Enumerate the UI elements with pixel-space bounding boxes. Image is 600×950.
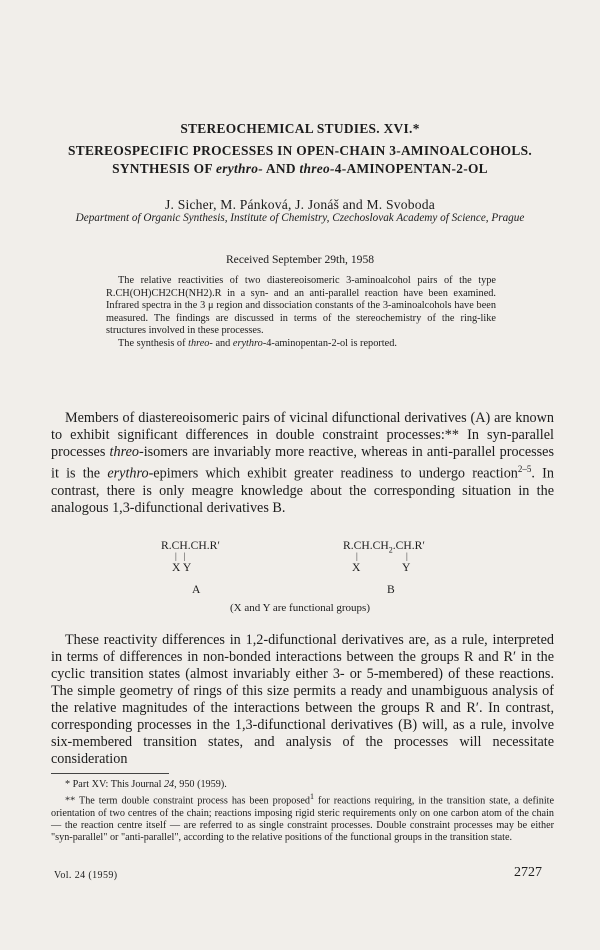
footnotes [51,779,554,844]
formula-b-bond-x: | [356,551,358,561]
footnote-1: * Part XV: This Journal 24, 950 (1959). [65,779,227,790]
authors: J. Sicher, M. Pánková, J. Jonáš and M. Svoboda [165,197,435,212]
affiliation: Department of Organic Synthesis, Institute of Chemistry, Czechoslovak Academy of Science, Prague [75,212,525,224]
formula-caption: (X and Y are functional groups) [230,602,370,614]
body-paragraph-2: These reactivity differences in 1,2-difunctional derivatives are, as a rule, interpreted in terms of differences in non-bonded interactions between the groups R and R′ in the cyclic transition states (almost invariably either 3- or 5-membered) of these reactions. The simple geometry of rings of this size permits a ready and unambiguous analysis of the relative magnitudes of the interactions between the groups R and R′. In contrast, corresponding processes in the 1,3-difunctional derivatives (B) will, as a rule, involve six-membered transition states, and analysis of the processes will necessitate consideration [51,632,554,767]
formula-a-label: A [192,583,201,596]
subtitle: SYNTHESIS OF erythro- AND threo-4-AMINOPENTAN-2-OL [112,161,488,176]
body-paragraph-1: Members of diastereoisomeric pairs of vicinal difunctional derivatives (A) are known to exhibit significant differences in double constraint processes:** In syn-parallel processes threo-isomers are invariably more reactive, whereas in anti-parallel processes it is the erythro-epimers which exhibit greater readiness to undergo reaction$^{2-5}$. In contrast, there is only meagre knowledge about the corresponding situation in the analogous 1,3-difunctional derivatives B. [51,410,554,516]
page-number: 2727 [514,865,542,880]
abstract [106,275,496,351]
received-date: Received September 29th, 1958 [225,253,375,266]
formula-b-y: Y [402,561,411,574]
journal-volume: Vol. 24 (1959) [54,870,118,881]
main-title: STEREOSPECIFIC PROCESSES IN OPEN-CHAIN 3-AMINOALCOHOLS. [67,143,533,158]
formula-b-x: X [352,561,361,574]
formula-b-bond-y: | [406,551,408,561]
formula-b-chain: $R.CH.CH_2.CH.R'$ [343,539,425,555]
abstract-paragraph-1: The relative reactivities of two diastereoisomeric 3-aminoalcohol pairs of the type R.CH(OH)CH2CH(NH2).R in a syn- and an anti-parallel reaction have been examined. Infrared spectra in the 3 μ region and dissociation constants of the 3-aminoalcohols have been measured. The findings are discussed in terms of the stereochemistry of the ring-like structures involved in these processes. [106,275,496,337]
formula-a-groups: X Y [172,561,192,574]
formula-a-bonds: | | [175,551,186,561]
formula-b-label: B [387,583,395,596]
formula-a-chain: R.CH.CH.R′ [161,539,220,552]
abstract-paragraph-2: The synthesis of threo- and erythro-4-aminopentan-2-ol is reported. [118,337,397,349]
footnote-rule [51,773,169,774]
footnote-2: ** The term double constraint process has been proposed$^1$ for reactions requiring, in the transition state, a definite orientation of two centres of the chain; reactions imposing rigid steric requirements only on one carbon atom of the chain — the reaction centre itself — are referred to as single constraint processes. Double constraint processes may be either "syn-parallel" or "anti-parallel", according to the relative positions of the functional groups in the transition state. [51,792,554,844]
series-title: STEREOCHEMICAL STUDIES. XVI.* [180,121,420,136]
